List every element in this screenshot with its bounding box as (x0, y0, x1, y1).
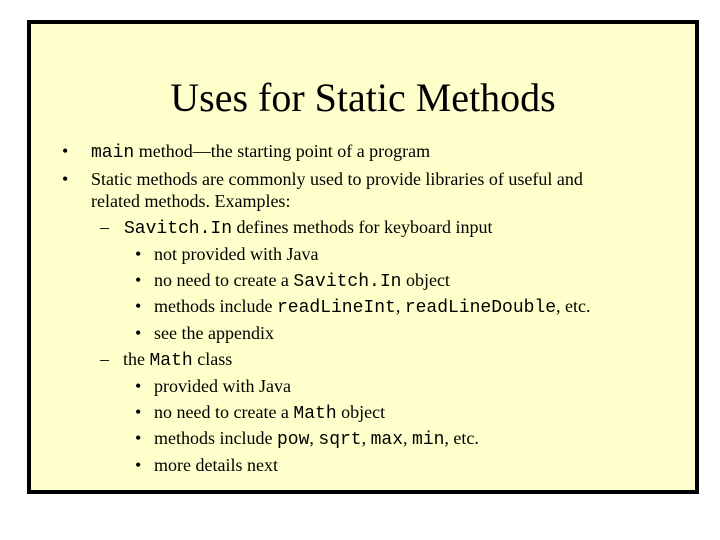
slide (27, 20, 699, 494)
sub-bullet-math: the Math class (123, 349, 233, 371)
bullet-marker: • (62, 141, 69, 161)
code-math: Math (149, 351, 193, 371)
bullet-marker: • (135, 402, 142, 422)
bullet-marker: • (135, 244, 142, 264)
savitch-item-1: not provided with Java (154, 244, 319, 264)
bullet-marker: • (135, 376, 142, 396)
bullet-marker: • (135, 455, 142, 475)
bullet-static-line2: related methods. Examples: (91, 191, 291, 211)
code-readlinedouble: readLineDouble (404, 298, 557, 318)
code-max: max (370, 430, 404, 450)
code-math: Math (293, 404, 337, 424)
bullet-static-line1: Static methods are commonly used to provide libraries of useful and (91, 169, 583, 189)
slide-title: Uses for Static Methods (170, 75, 556, 120)
math-item-1: provided with Java (154, 376, 291, 396)
code-min: min (412, 430, 445, 450)
bullet-marker: • (135, 323, 142, 343)
code-pow: pow (276, 430, 310, 450)
code-main: main (91, 143, 135, 163)
math-item-2: no need to create a Math object (154, 402, 386, 424)
math-item-4: more details next (154, 455, 278, 475)
savitch-item-3: methods include readLineInt, readLineDouble, etc. (154, 296, 591, 318)
savitch-item-2: no need to create a Savitch.In object (154, 270, 450, 292)
savitch-item-4: see the appendix (154, 323, 274, 343)
sub-bullet-savitch: Savitch.In defines methods for keyboard input (124, 217, 493, 239)
math-item-3: methods include pow, sqrt, max, min, etc. (154, 428, 479, 450)
bullet-marker: • (135, 428, 142, 448)
code-sqrt: sqrt (318, 430, 362, 450)
code-savitch-in: Savitch.In (124, 219, 233, 239)
bullet-marker: • (135, 296, 142, 316)
code-savitch-in: Savitch.In (293, 272, 402, 292)
bullet-main-method: main method—the starting point of a program (91, 141, 431, 163)
code-readlineint: readLineInt (276, 298, 396, 318)
dash-marker: – (100, 349, 109, 369)
bullet-marker: • (62, 169, 69, 189)
dash-marker: – (100, 217, 109, 237)
bullet-marker: • (135, 270, 142, 290)
